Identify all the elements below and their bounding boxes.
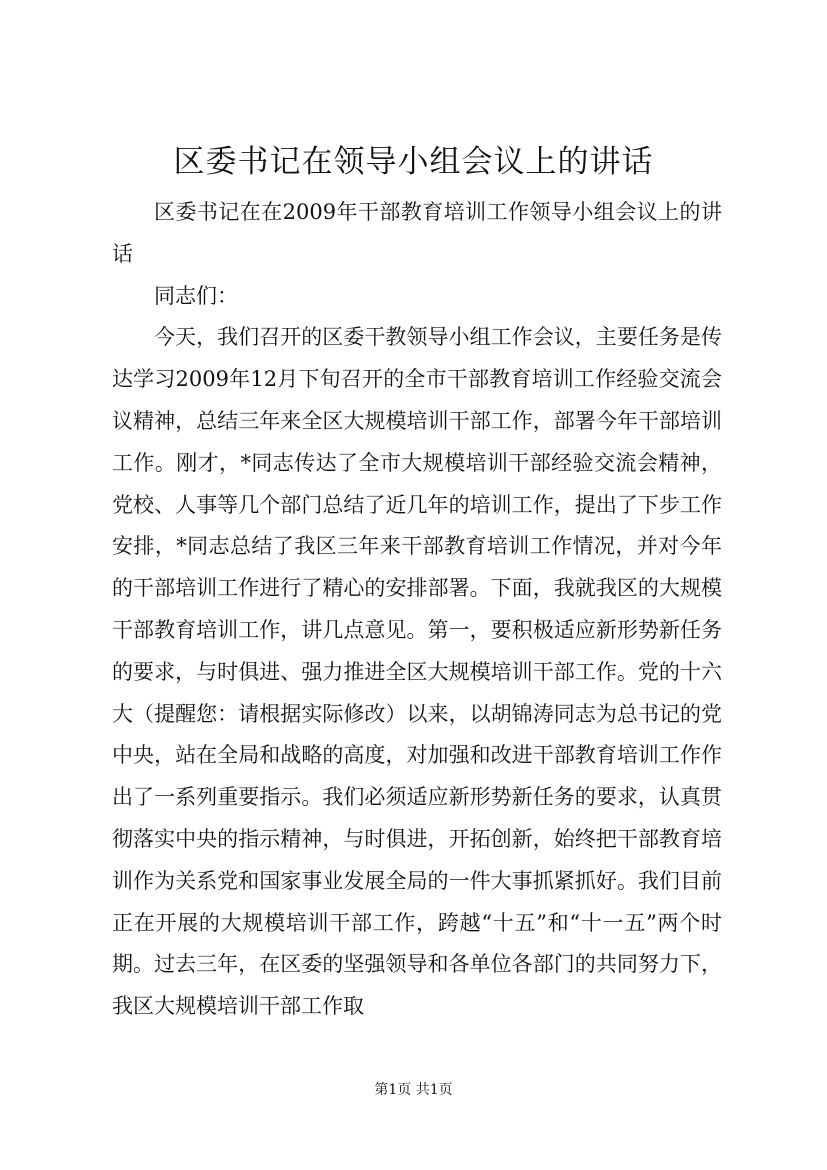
- paragraph-main: 今天，我们召开的区委干教领导小组工作会议，主要任务是传达学习2009年12月下旬召开的全市干部教育培训工作经验交流会议精神，总结三年来全区大规模培训干部工作，部署今年干部培训工作。刚才，*同志传达了全市大规模培训干部经验交流会精神，党校、人事等几个部门总结了近几年的培训工作，提出了下步工作安排，*同志总结了我区三年来干部教育培训工作情况，并对今年的干部培训工作进行了精心的安排部署。下面，我就我区的大规模干部教育培训工作，讲几点意见。第一，要积极适应新形势新任务的要求，与时俱进、强力推进全区大规模培训干部工作。党的十六大（提醒您：请根据实际修改）以来，以胡锦涛同志为总书记的党中央，站在全局和战略的高度，对加强和改进干部教育培训工作作出了一系列重要指示。我们必须适应新形势新任务的要求，认真贯彻落实中央的指示精神，与时俱进，开拓创新，始终把干部教育培训作为关系党和国家事业发展全局的一件大事抓紧抓好。我们目前正在开展的大规模培训干部工作，跨越“十五”和“十一五”两个时期。过去三年，在区委的坚强领导和各单位各部门的共同努力下，我区大规模培训干部工作取: [112, 325, 722, 1019]
- page-footer: 第1页 共1页: [374, 1082, 453, 1098]
- document-body: [112, 192, 722, 1028]
- document-title: 区委书记在领导小组会议上的讲话: [173, 144, 654, 180]
- paragraph-subtitle: 区委书记在在2009年干部教育培训工作领导小组会议上的讲话: [112, 200, 722, 266]
- paragraph-salutation: 同志们：: [154, 283, 238, 308]
